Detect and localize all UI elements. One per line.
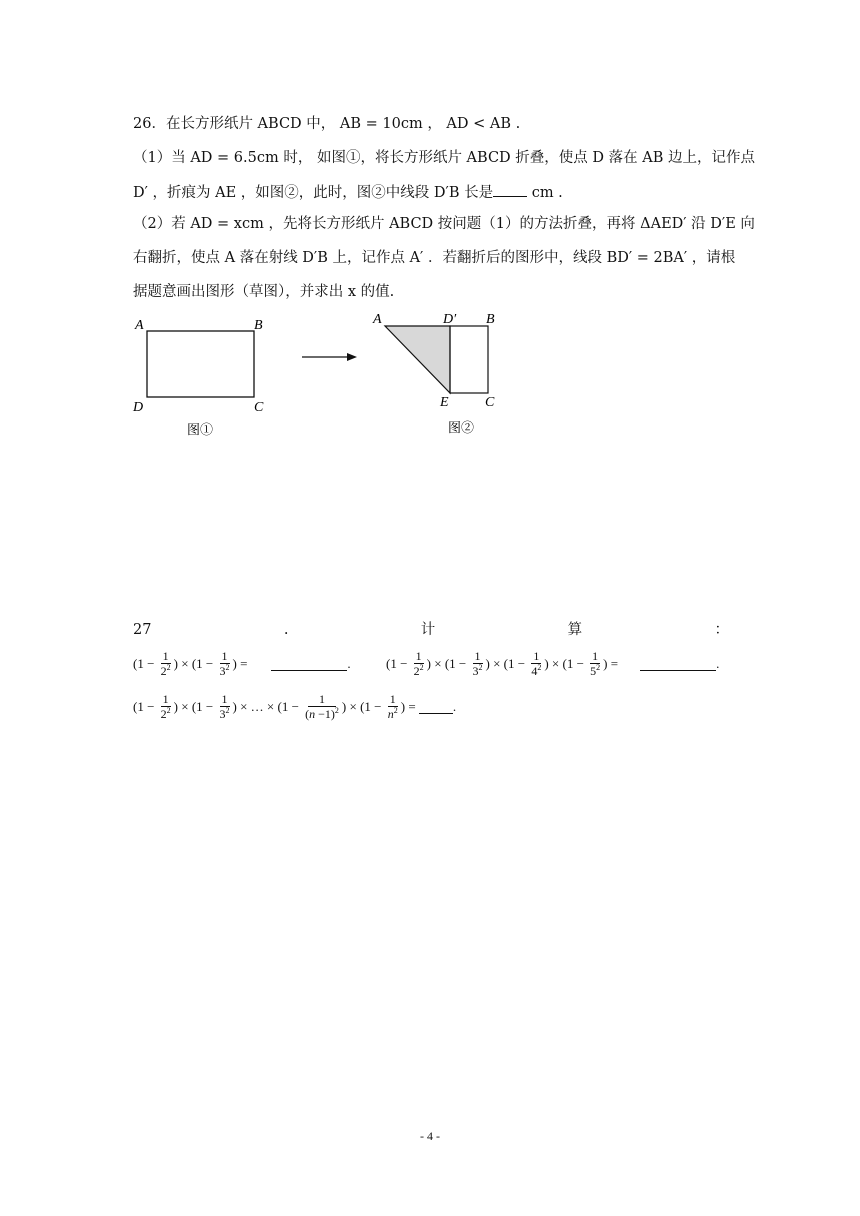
arrow-head-icon [347,353,357,361]
figure2-label-e: E [440,395,449,410]
figure2-folded-triangle [385,326,450,393]
q26-part1-line2-unit: cm . [531,185,563,201]
q27-word-suan: 算 [567,622,583,638]
figure1-caption: 图① [187,422,214,437]
figure1-label-c: C [254,400,264,415]
q27-colon: ： [714,622,729,638]
q27-expression-2: (1 − $\frac{1}{2^2}$ ) × (1 − $\frac{1}{3^2}$ ) × (1 − $\frac{1}{4^2}$ ) × (1 − $\frac{1}{5^2}$ ) = . [386,649,720,678]
q27-expression-3: (1 − $\frac{1}{2^2}$ ) × (1 − $\frac{1}{3^2}$ ) × … × (1 − $\frac{1}{(n -1)^2}$ ) × (1 − $\frac{1}{n^2}$ ) = . [133,692,457,721]
q26-part2-line1: （2）若 AD = xcm ，先将长方形纸片 ABCD 按问题（1）的方法折叠，再将 ΔAED′ 沿 D′E 向 [133,216,755,232]
answer-blank-1 [271,656,347,671]
q26-intro: 26．在长方形纸片 ABCD 中， AB = 10cm ， AD < AB . [133,116,521,132]
q26-part1-line2 [133,182,563,203]
page-number: - 4 - [420,1129,440,1143]
q26-part1-line2-text: D′ ，折痕为 AE ，如图②，此时，图②中线段 D′B 长是 [133,185,494,201]
figure2-label-d-prime: D′ [443,312,457,327]
answer-blank-2 [640,656,716,671]
figure2-label-a: A [373,312,382,327]
q26-part2-line2: 右翻折，使点 A 落在射线 D′B 上，记作点 A′ ．若翻折后的图形中，线段 BD′ = 2BA′ ，请根 [133,250,736,266]
q27-dot: . [283,622,289,638]
q27-word-ji: 计 [420,622,436,638]
answer-blank [493,182,527,197]
q27-number: 27 [133,622,152,638]
figure1-label-d: D [133,400,144,415]
q27-expression-1: (1 − $\frac{1}{2^2}$ ) × (1 − $\frac{1}{3^2}$ ) = . [133,649,351,678]
q26-part1-line1: （1）当 AD = 6.5cm 时， 如图①，将长方形纸片 ABCD 折叠，使点 D 落在 AB 边上，记作点 [133,150,755,166]
figure1-rectangle [147,331,254,397]
figure2-rectangle [450,326,488,393]
figure1-label-b: B [254,318,263,333]
answer-blank-3 [419,699,453,714]
figure2-label-b: B [486,312,495,327]
figure1-label-a: A [135,318,144,333]
figure2-caption: 图② [448,420,475,435]
q27-header [133,620,729,640]
q26-figures [125,305,515,440]
q26-part2-line3: 据题意画出图形（草图），并求出 x 的值. [133,284,395,300]
figure2-label-c: C [485,395,495,410]
